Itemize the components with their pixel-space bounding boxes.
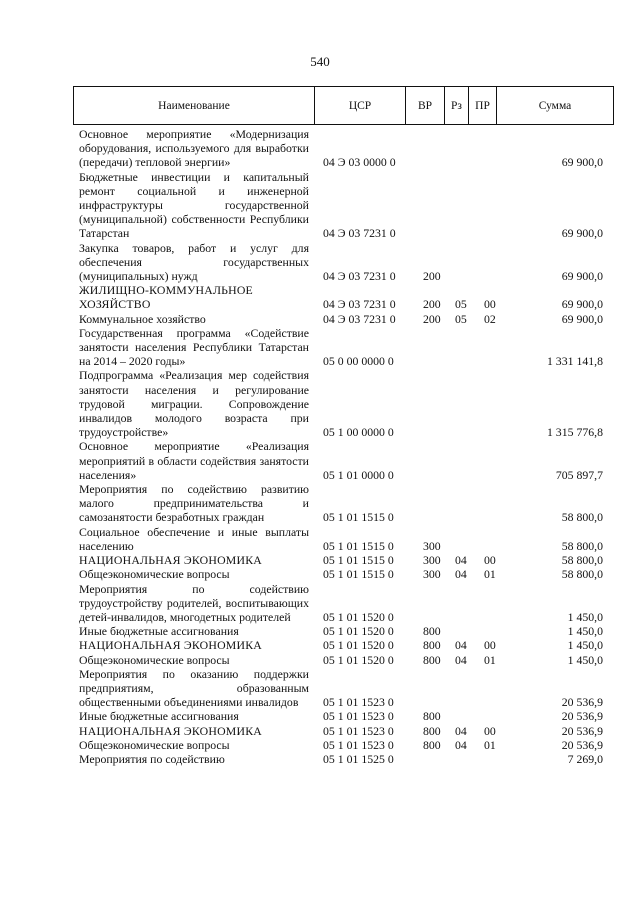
page-number: 540	[310, 54, 330, 69]
row-csr: 05 1 01 1515 0	[323, 510, 394, 525]
row-sum: 1 450,0	[567, 624, 603, 639]
row-name: Иные бюджетные ассигнования	[79, 624, 239, 639]
row-vr: 300	[423, 553, 441, 568]
row-vr: 200	[423, 269, 441, 284]
row-pr: 00	[484, 297, 496, 312]
row-vr: 200	[423, 297, 441, 312]
row-csr: 05 1 01 1515 0	[323, 538, 394, 553]
table-row	[79, 638, 603, 652]
row-rz: 04	[455, 723, 467, 738]
row-name: Общеэкономические вопросы	[79, 652, 230, 667]
row-csr: 05 1 01 1520 0	[323, 624, 394, 639]
row-csr: 04 Э 03 7231 0	[323, 226, 396, 241]
table-row	[79, 127, 603, 170]
row-name: Бюджетные инвестиции и капитальный ремонт социальной и инженерной инфраструктуры государственной (муниципальной) собственности Республики Татарстан	[79, 169, 309, 241]
row-csr: 05 1 01 1523 0	[323, 723, 394, 738]
row-vr: 800	[423, 638, 441, 653]
row-name: Основное мероприятие «Реализация мероприятий в области содействия занятости населения»	[79, 439, 309, 482]
table-row	[79, 170, 603, 241]
row-sum: 20 536,9	[561, 737, 603, 752]
row-vr: 800	[423, 709, 441, 724]
row-sum: 58 800,0	[561, 538, 603, 553]
row-vr: 800	[423, 652, 441, 667]
row-csr: 05 1 01 1520 0	[323, 609, 394, 624]
row-sum: 20 536,9	[561, 709, 603, 724]
row-rz: 05	[455, 297, 467, 312]
row-sum: 1 315 776,8	[546, 425, 603, 440]
row-name: Мероприятия по оказанию поддержки предприятиям, образованным общественными объединениями инвалидов	[79, 666, 309, 710]
row-name: Подпрограмма «Реализация мер содействия занятости населения и регулирование трудовой миграции. Сопровождение инвалидов молодого возраста при трудоустройстве»	[79, 368, 309, 440]
row-sum: 58 800,0	[561, 567, 603, 582]
row-csr: 05 1 01 1523 0	[323, 737, 394, 752]
table-row	[79, 312, 603, 326]
table-row	[79, 724, 603, 738]
row-sum: 58 800,0	[561, 510, 603, 525]
row-csr: 05 1 00 0000 0	[323, 425, 394, 440]
row-name: Общеэкономические вопросы	[79, 567, 230, 582]
row-pr: 01	[484, 567, 496, 582]
row-rz: 04	[455, 567, 467, 582]
row-sum: 20 536,9	[561, 723, 603, 738]
row-name: ЖИЛИЩНО-КОММУНАЛЬНОЕ ХОЗЯЙСТВО	[79, 283, 253, 312]
table-row	[79, 567, 603, 581]
table-row	[79, 368, 603, 439]
row-name: Основное мероприятие «Модернизация оборудования, используемого для выработки (передачи) тепловой энергии»	[79, 127, 309, 170]
row-csr: 05 1 01 0000 0	[323, 467, 394, 482]
row-sum: 1 450,0	[567, 609, 603, 624]
row-csr: 05 1 01 1520 0	[323, 638, 394, 653]
row-name: Мероприятия по содействию развитию малого предпринимательства и самозанятости безработных граждан	[79, 482, 309, 525]
table-row	[79, 582, 603, 625]
row-csr: 05 1 01 1515 0	[323, 567, 394, 582]
row-sum: 69 900,0	[561, 155, 603, 170]
row-name: Мероприятия по содействию трудоустройству родителей, воспитывающих детей-инвалидов, многодетных родителей	[79, 581, 309, 624]
row-vr: 800	[423, 624, 441, 639]
row-csr: 05 1 01 1523 0	[323, 709, 394, 724]
row-csr: 05 1 01 1523 0	[323, 695, 394, 710]
row-sum: 69 900,0	[561, 226, 603, 241]
row-sum: 1 450,0	[567, 638, 603, 653]
table-header	[73, 86, 614, 125]
row-csr: 05 0 00 0000 0	[323, 354, 394, 369]
table-row	[79, 241, 603, 284]
row-name: НАЦИОНАЛЬНАЯ ЭКОНОМИКА	[79, 638, 262, 653]
header-name: Наименование	[74, 87, 315, 124]
row-name: Иные бюджетные ассигнования	[79, 709, 239, 724]
row-name: Общеэкономические вопросы	[79, 737, 230, 752]
header-sum: Сумма	[538, 99, 572, 112]
row-name: Социальное обеспечение и иные выплаты населению	[79, 524, 309, 553]
table-row	[79, 283, 603, 311]
row-pr: 01	[484, 737, 496, 752]
row-csr: 05 1 01 1525 0	[323, 751, 394, 766]
row-sum: 7 269,0	[567, 751, 603, 766]
row-vr: 300	[423, 538, 441, 553]
row-csr: 04 Э 03 7231 0	[323, 311, 396, 326]
row-sum: 705 897,7	[555, 467, 603, 482]
header-rz: Рз	[445, 87, 469, 124]
row-pr: 01	[484, 652, 496, 667]
table-row	[79, 624, 603, 638]
table-row	[79, 439, 603, 482]
row-sum: 20 536,9	[561, 695, 603, 710]
row-sum: 69 900,0	[561, 297, 603, 312]
header-pr: ПР	[469, 87, 497, 124]
row-vr: 800	[423, 737, 441, 752]
header-vr: ВР	[406, 87, 445, 124]
row-name: Государственная программа «Содействие занятости населения Республики Татарстан на 2014 – 2020 годы»	[79, 325, 309, 369]
row-rz: 04	[455, 737, 467, 752]
table-row	[79, 553, 603, 567]
row-pr: 02	[484, 311, 496, 326]
table-row	[79, 738, 603, 752]
row-name: НАЦИОНАЛЬНАЯ ЭКОНОМИКА	[79, 553, 262, 568]
table-row	[79, 667, 603, 710]
table-row	[79, 752, 603, 766]
table-row	[79, 709, 603, 723]
row-rz: 05	[455, 311, 467, 326]
row-vr: 800	[423, 723, 441, 738]
table-row	[79, 482, 603, 525]
table-row	[79, 653, 603, 667]
row-sum: 1 450,0	[567, 652, 603, 667]
row-csr: 04 Э 03 7231 0	[323, 297, 396, 312]
row-vr: 200	[423, 311, 441, 326]
row-rz: 04	[455, 652, 467, 667]
row-name: Мероприятия по содействию	[79, 751, 225, 766]
budget-table-body	[79, 127, 603, 766]
row-rz: 04	[455, 638, 467, 653]
row-sum: 69 900,0	[561, 311, 603, 326]
row-sum: 1 331 141,8	[546, 354, 603, 369]
row-csr: 05 1 01 1520 0	[323, 652, 394, 667]
row-name: Закупка товаров, работ и услуг для обеспечения государственных (муниципальных) нужд	[79, 240, 309, 284]
row-csr: 05 1 01 1515 0	[323, 553, 394, 568]
row-name: Коммунальное хозяйство	[79, 311, 206, 326]
row-csr: 04 Э 03 0000 0	[323, 155, 396, 170]
row-name: НАЦИОНАЛЬНАЯ ЭКОНОМИКА	[79, 723, 262, 738]
header-csr: ЦСР	[315, 87, 406, 124]
row-sum: 58 800,0	[561, 553, 603, 568]
table-row	[79, 525, 603, 553]
row-pr: 00	[484, 553, 496, 568]
row-pr: 00	[484, 723, 496, 738]
row-rz: 04	[455, 553, 467, 568]
row-csr: 04 Э 03 7231 0	[323, 269, 396, 284]
row-pr: 00	[484, 638, 496, 653]
row-vr: 300	[423, 567, 441, 582]
row-sum: 69 900,0	[561, 269, 603, 284]
table-row	[79, 326, 603, 369]
